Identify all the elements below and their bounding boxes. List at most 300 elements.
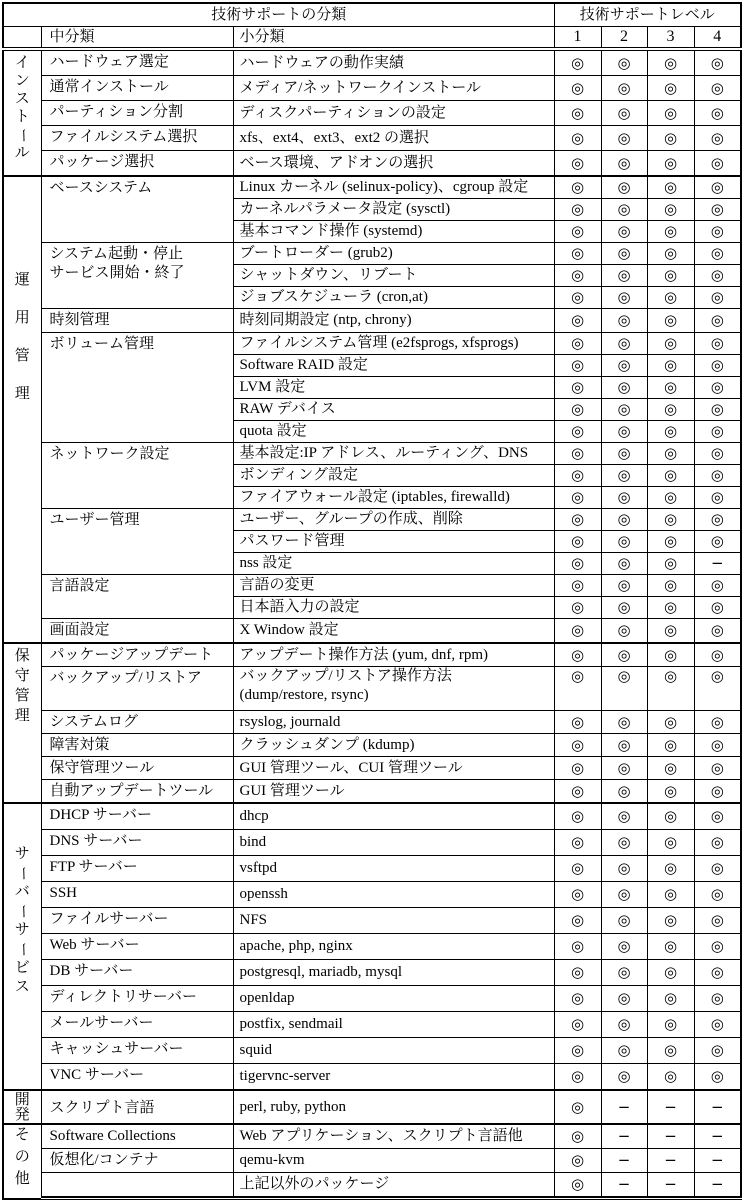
table-row xyxy=(3,711,741,734)
level-1-value-cell: ◎ xyxy=(554,509,601,531)
table-row xyxy=(3,734,741,757)
level-2-value-cell: ◎ xyxy=(601,487,647,509)
sub-category-cell: 基本コマンド操作 (systemd) xyxy=(233,221,554,243)
sub-category-cell: postfix, sendmail xyxy=(233,1012,554,1038)
table-row xyxy=(3,49,741,76)
level-4-column-header: 4 xyxy=(694,27,741,50)
sub-category-cell: アップデート操作方法 (yum, dnf, rpm) xyxy=(233,643,554,667)
level-3-value-cell: ◎ xyxy=(647,830,694,856)
table-row xyxy=(3,882,741,908)
level-2-value-cell: ◎ xyxy=(601,619,647,644)
level-1-value-cell: ◎ xyxy=(554,597,601,619)
level-1-value-cell: ◎ xyxy=(554,176,601,199)
level-1-value-cell: ◎ xyxy=(554,399,601,421)
level-1-value-cell: ◎ xyxy=(554,76,601,101)
level-2-value-cell: − xyxy=(601,1090,647,1124)
level-2-value-cell: ◎ xyxy=(601,126,647,151)
sub-category-cell: bind xyxy=(233,830,554,856)
mid-category-cell: システムログ xyxy=(41,711,233,734)
level-2-value-cell: ◎ xyxy=(601,830,647,856)
mid-category-cell: 言語設定 xyxy=(41,575,233,619)
sub-category-cell: ジョブスケジューラ (cron,at) xyxy=(233,287,554,309)
level-3-value-cell: ◎ xyxy=(647,531,694,553)
level-4-value-cell: ◎ xyxy=(694,265,741,287)
level-4-value-cell: ◎ xyxy=(694,856,741,882)
mid-category-column-header: 中分類 xyxy=(41,27,233,50)
level-3-value-cell: ◎ xyxy=(647,780,694,804)
vertical-char: 運 xyxy=(14,272,30,288)
mid-category-cell: FTP サーバー xyxy=(41,856,233,882)
level-3-value-cell: ◎ xyxy=(647,509,694,531)
sub-category-cell: クラッシュダンプ (kdump) xyxy=(233,734,554,757)
level-4-value-cell: ◎ xyxy=(694,176,741,199)
mid-category-cell: 画面設定 xyxy=(41,619,233,644)
sub-category-cell: ファイアウォール設定 (iptables, firewalld) xyxy=(233,487,554,509)
mid-category-cell: システム起動・停止 サービス開始・終了 xyxy=(41,243,233,309)
level-3-value-cell: ◎ xyxy=(647,1038,694,1064)
sub-category-cell: 時刻同期設定 (ntp, chrony) xyxy=(233,309,554,333)
table-row xyxy=(3,1090,741,1124)
sub-category-cell: xfs、ext4、ext3、ext2 の選択 xyxy=(233,126,554,151)
level-3-value-cell: ◎ xyxy=(647,377,694,399)
level-4-value-cell: ◎ xyxy=(694,509,741,531)
sub-category-cell: GUI 管理ツール、CUI 管理ツール xyxy=(233,757,554,780)
level-3-value-cell: ◎ xyxy=(647,355,694,377)
level-4-value-cell: ◎ xyxy=(694,934,741,960)
vertical-section-label xyxy=(4,804,41,995)
level-3-value-cell: ◎ xyxy=(647,1012,694,1038)
section-label-other xyxy=(3,1124,41,1199)
level-3-column-header: 3 xyxy=(647,27,694,50)
level-1-value-cell: ◎ xyxy=(554,443,601,465)
vertical-char: の xyxy=(14,1149,30,1165)
level-1-value-cell: ◎ xyxy=(554,619,601,644)
vertical-char: ー xyxy=(14,903,31,920)
mid-category-cell: キャッシュサーバー xyxy=(41,1038,233,1064)
level-4-value-cell: ◎ xyxy=(694,421,741,443)
level-3-value-cell: ◎ xyxy=(647,803,694,830)
level-3-value-cell: ◎ xyxy=(647,399,694,421)
level-3-value-cell: ◎ xyxy=(647,667,694,711)
table-row xyxy=(3,908,741,934)
sub-category-cell: apache, php, nginx xyxy=(233,934,554,960)
mid-category-cell: 通常インストール xyxy=(41,76,233,101)
level-1-value-cell: ◎ xyxy=(554,1038,601,1064)
vertical-char: 管 xyxy=(14,348,30,364)
level-1-value-cell: ◎ xyxy=(554,199,601,221)
level-4-value-cell: − xyxy=(694,553,741,575)
level-4-value-cell: ◎ xyxy=(694,355,741,377)
sub-category-cell: ディスクパーティションの設定 xyxy=(233,101,554,126)
level-1-value-cell: ◎ xyxy=(554,757,601,780)
vertical-char: バ xyxy=(14,884,30,900)
level-1-value-cell: ◎ xyxy=(554,856,601,882)
vertical-section-label xyxy=(4,177,41,402)
level-4-value-cell: ◎ xyxy=(694,465,741,487)
level-1-value-cell: ◎ xyxy=(554,531,601,553)
table-row xyxy=(3,960,741,986)
level-3-value-cell: ◎ xyxy=(647,643,694,667)
vertical-char: そ xyxy=(14,1127,30,1143)
table-row xyxy=(3,575,741,597)
sub-category-cell: Linux カーネル (selinux-policy)、cgroup 設定 xyxy=(233,176,554,199)
level-2-value-cell: − xyxy=(601,1124,647,1149)
mid-category-cell: ファイルサーバー xyxy=(41,908,233,934)
mid-category-cell: DB サーバー xyxy=(41,960,233,986)
level-4-value-cell: ◎ xyxy=(694,830,741,856)
vertical-section-label xyxy=(4,1092,41,1123)
level-3-value-cell: ◎ xyxy=(647,553,694,575)
mid-category-cell: パッケージ選択 xyxy=(41,151,233,177)
sub-category-cell: dhcp xyxy=(233,803,554,830)
sub-category-cell: カーネルパラメータ設定 (sysctl) xyxy=(233,199,554,221)
level-2-value-cell: ◎ xyxy=(601,421,647,443)
sub-category-cell: postgresql, mariadb, mysql xyxy=(233,960,554,986)
sub-category-cell: 上記以外のパッケージ xyxy=(233,1173,554,1199)
level-2-column-header: 2 xyxy=(601,27,647,50)
mid-category-cell: バックアップ/リストア xyxy=(41,667,233,711)
mid-category-cell: Software Collections xyxy=(41,1124,233,1149)
level-2-value-cell: ◎ xyxy=(601,711,647,734)
level-3-value-cell: − xyxy=(647,1173,694,1199)
sub-category-cell: ファイルシステム管理 (e2fsprogs, xfsprogs) xyxy=(233,333,554,355)
table-row xyxy=(3,619,741,644)
level-1-value-cell: ◎ xyxy=(554,1124,601,1149)
level-1-value-cell: ◎ xyxy=(554,1012,601,1038)
level-2-value-cell: ◎ xyxy=(601,780,647,804)
level-4-value-cell: ◎ xyxy=(694,960,741,986)
mid-category-cell: DNS サーバー xyxy=(41,830,233,856)
mid-category-cell: ネットワーク設定 xyxy=(41,443,233,509)
table-row xyxy=(3,643,741,667)
vertical-char: ビ xyxy=(14,960,30,976)
level-3-value-cell: ◎ xyxy=(647,711,694,734)
sub-category-cell: パスワード管理 xyxy=(233,531,554,553)
level-1-value-cell: ◎ xyxy=(554,780,601,804)
level-3-value-cell: ◎ xyxy=(647,151,694,177)
vertical-char: サ xyxy=(14,922,30,938)
sub-category-cell: LVM 設定 xyxy=(233,377,554,399)
sub-category-cell: メディア/ネットワークインストール xyxy=(233,76,554,101)
level-3-value-cell: ◎ xyxy=(647,49,694,76)
vertical-char: ー xyxy=(14,941,31,958)
mid-category-cell: ファイルシステム選択 xyxy=(41,126,233,151)
level-2-value-cell: ◎ xyxy=(601,221,647,243)
level-4-value-cell: ◎ xyxy=(694,667,741,711)
sub-category-cell: GUI 管理ツール xyxy=(233,780,554,804)
level-2-value-cell: ◎ xyxy=(601,908,647,934)
vertical-char: ル xyxy=(14,145,30,161)
vertical-section-label xyxy=(4,644,41,724)
level-4-value-cell: ◎ xyxy=(694,803,741,830)
sub-category-cell: ユーザー、グループの作成、削除 xyxy=(233,509,554,531)
vertical-section-label xyxy=(4,51,41,161)
table-row xyxy=(3,803,741,830)
sub-category-cell: quota 設定 xyxy=(233,421,554,443)
level-4-value-cell: ◎ xyxy=(694,487,741,509)
level-2-value-cell: ◎ xyxy=(601,553,647,575)
table-row xyxy=(3,830,741,856)
level-3-value-cell: ◎ xyxy=(647,487,694,509)
sub-category-column-header: 小分類 xyxy=(233,27,554,50)
level-1-value-cell: ◎ xyxy=(554,882,601,908)
mid-category-cell: ボリューム管理 xyxy=(41,333,233,443)
vertical-char: 管 xyxy=(14,688,30,704)
level-2-value-cell: ◎ xyxy=(601,882,647,908)
level-4-value-cell: − xyxy=(694,1124,741,1149)
level-1-value-cell: ◎ xyxy=(554,101,601,126)
section-label-maint xyxy=(3,643,41,803)
level-1-value-cell: ◎ xyxy=(554,575,601,597)
level-4-value-cell: ◎ xyxy=(694,780,741,804)
level-1-value-cell: ◎ xyxy=(554,934,601,960)
level-2-value-cell: ◎ xyxy=(601,151,647,177)
level-2-value-cell: ◎ xyxy=(601,960,647,986)
level-3-value-cell: ◎ xyxy=(647,265,694,287)
section-label-dev xyxy=(3,1090,41,1124)
level-4-value-cell: ◎ xyxy=(694,101,741,126)
level-2-value-cell: ◎ xyxy=(601,287,647,309)
level-4-value-cell: ◎ xyxy=(694,399,741,421)
level-2-value-cell: ◎ xyxy=(601,1012,647,1038)
section-label-install xyxy=(3,49,41,176)
level-1-value-cell: ◎ xyxy=(554,1090,601,1124)
level-1-value-cell: ◎ xyxy=(554,667,601,711)
level-4-value-cell: ◎ xyxy=(694,309,741,333)
support-level-header: 技術サポートレベル xyxy=(554,3,741,27)
level-1-value-cell: ◎ xyxy=(554,643,601,667)
mid-category-cell: DHCP サーバー xyxy=(41,803,233,830)
level-1-value-cell: ◎ xyxy=(554,126,601,151)
level-2-value-cell: ◎ xyxy=(601,265,647,287)
sub-category-cell: X Window 設定 xyxy=(233,619,554,644)
level-3-value-cell: ◎ xyxy=(647,465,694,487)
vertical-char: 他 xyxy=(14,1171,30,1187)
mid-category-cell: スクリプト言語 xyxy=(41,1090,233,1124)
table-row xyxy=(3,1064,741,1091)
level-2-value-cell: ◎ xyxy=(601,531,647,553)
section-label-ops xyxy=(3,176,41,643)
level-2-value-cell: ◎ xyxy=(601,1064,647,1091)
level-3-value-cell: − xyxy=(647,1124,694,1149)
sub-category-cell: vsftpd xyxy=(233,856,554,882)
level-1-value-cell: ◎ xyxy=(554,960,601,986)
level-2-value-cell: ◎ xyxy=(601,399,647,421)
mid-category-cell: パーティション分割 xyxy=(41,101,233,126)
table-row xyxy=(3,934,741,960)
vertical-char: 理 xyxy=(14,386,30,402)
table-row xyxy=(3,509,741,531)
sub-category-cell: ベース環境、アドオンの選択 xyxy=(233,151,554,177)
level-1-value-cell: ◎ xyxy=(554,908,601,934)
table-row xyxy=(3,667,741,711)
level-4-value-cell: ◎ xyxy=(694,882,741,908)
level-1-value-cell: ◎ xyxy=(554,734,601,757)
level-4-value-cell: ◎ xyxy=(694,643,741,667)
level-2-value-cell: ◎ xyxy=(601,309,647,333)
level-3-value-cell: − xyxy=(647,1149,694,1173)
sub-category-cell: NFS xyxy=(233,908,554,934)
level-4-value-cell: ◎ xyxy=(694,221,741,243)
level-2-value-cell: ◎ xyxy=(601,199,647,221)
level-2-value-cell: ◎ xyxy=(601,377,647,399)
table-row xyxy=(3,443,741,465)
level-3-value-cell: ◎ xyxy=(647,734,694,757)
mid-category-cell: ベースシステム xyxy=(41,176,233,243)
level-3-value-cell: ◎ xyxy=(647,960,694,986)
vertical-char: 理 xyxy=(14,708,30,724)
sub-category-cell: シャットダウン、リブート xyxy=(233,265,554,287)
vertical-char: ン xyxy=(14,73,30,89)
vertical-char: ー xyxy=(14,127,31,144)
level-2-value-cell: ◎ xyxy=(601,176,647,199)
level-2-value-cell: − xyxy=(601,1149,647,1173)
level-2-value-cell: ◎ xyxy=(601,333,647,355)
vertical-char: 守 xyxy=(14,668,30,684)
level-3-value-cell: ◎ xyxy=(647,443,694,465)
vertical-char: 発 xyxy=(14,1106,30,1123)
level-4-value-cell: ◎ xyxy=(694,619,741,644)
level-3-value-cell: ◎ xyxy=(647,126,694,151)
mid-category-cell: メールサーバー xyxy=(41,1012,233,1038)
level-2-value-cell: ◎ xyxy=(601,986,647,1012)
mid-category-cell: VNC サーバー xyxy=(41,1064,233,1091)
level-3-value-cell: ◎ xyxy=(647,76,694,101)
level-1-value-cell: ◎ xyxy=(554,221,601,243)
level-2-value-cell: ◎ xyxy=(601,667,647,711)
level-3-value-cell: ◎ xyxy=(647,287,694,309)
table-row xyxy=(3,126,741,151)
level-1-value-cell: ◎ xyxy=(554,830,601,856)
level-3-value-cell: ◎ xyxy=(647,619,694,644)
level-2-value-cell: ◎ xyxy=(601,509,647,531)
level-1-value-cell: ◎ xyxy=(554,243,601,265)
vertical-char: 用 xyxy=(14,310,30,326)
table-row xyxy=(3,151,741,177)
support-classification-table xyxy=(2,2,742,1200)
vertical-char: サ xyxy=(14,846,30,862)
level-2-value-cell: ◎ xyxy=(601,757,647,780)
level-1-value-cell: ◎ xyxy=(554,465,601,487)
vertical-char: ス xyxy=(14,979,30,995)
level-2-value-cell: ◎ xyxy=(601,355,647,377)
level-2-value-cell: ◎ xyxy=(601,803,647,830)
sub-category-cell: nss 設定 xyxy=(233,553,554,575)
level-2-value-cell: ◎ xyxy=(601,49,647,76)
level-2-value-cell: ◎ xyxy=(601,934,647,960)
header-columns-row xyxy=(3,27,741,50)
table-body xyxy=(3,49,741,1199)
level-2-value-cell: ◎ xyxy=(601,734,647,757)
level-4-value-cell: − xyxy=(694,1149,741,1173)
level-4-value-cell: ◎ xyxy=(694,287,741,309)
table-row xyxy=(3,986,741,1012)
vertical-char: 開 xyxy=(14,1091,30,1108)
table-row xyxy=(3,1012,741,1038)
level-1-value-cell: ◎ xyxy=(554,309,601,333)
level-2-value-cell: ◎ xyxy=(601,575,647,597)
level-3-value-cell: ◎ xyxy=(647,757,694,780)
sub-category-cell: ハードウェアの動作実績 xyxy=(233,49,554,76)
sub-category-cell: 日本語入力の設定 xyxy=(233,597,554,619)
level-1-value-cell: ◎ xyxy=(554,986,601,1012)
level-3-value-cell: ◎ xyxy=(647,101,694,126)
level-1-value-cell: ◎ xyxy=(554,1173,601,1199)
header-group-row xyxy=(3,3,741,27)
level-2-value-cell: − xyxy=(601,1173,647,1199)
level-4-value-cell: ◎ xyxy=(694,597,741,619)
vertical-char: ー xyxy=(14,865,31,882)
level-1-column-header: 1 xyxy=(554,27,601,50)
level-1-value-cell: ◎ xyxy=(554,1064,601,1091)
sub-category-cell: openssh xyxy=(233,882,554,908)
level-2-value-cell: ◎ xyxy=(601,1038,647,1064)
vertical-char: ス xyxy=(14,91,30,107)
sub-category-cell: RAW デバイス xyxy=(233,399,554,421)
level-1-value-cell: ◎ xyxy=(554,803,601,830)
sub-category-cell: qemu-kvm xyxy=(233,1149,554,1173)
sub-category-cell: ボンディング設定 xyxy=(233,465,554,487)
mid-category-cell: ユーザー管理 xyxy=(41,509,233,575)
level-1-value-cell: ◎ xyxy=(554,553,601,575)
classification-header: 技術サポートの分類 xyxy=(3,3,554,27)
mid-category-cell: パッケージアップデート xyxy=(41,643,233,667)
level-4-value-cell: ◎ xyxy=(694,986,741,1012)
vertical-char: ト xyxy=(14,109,30,125)
level-2-value-cell: ◎ xyxy=(601,243,647,265)
level-3-value-cell: ◎ xyxy=(647,986,694,1012)
level-1-value-cell: ◎ xyxy=(554,1149,601,1173)
level-1-value-cell: ◎ xyxy=(554,711,601,734)
level-3-value-cell: ◎ xyxy=(647,882,694,908)
level-1-value-cell: ◎ xyxy=(554,421,601,443)
level-3-value-cell: ◎ xyxy=(647,243,694,265)
level-4-value-cell: ◎ xyxy=(694,1012,741,1038)
table-row xyxy=(3,1124,741,1149)
table-row xyxy=(3,243,741,265)
level-4-value-cell: ◎ xyxy=(694,575,741,597)
level-1-value-cell: ◎ xyxy=(554,287,601,309)
mid-category-cell: ディレクトリサーバー xyxy=(41,986,233,1012)
level-1-value-cell: ◎ xyxy=(554,487,601,509)
level-4-value-cell: ◎ xyxy=(694,199,741,221)
level-2-value-cell: ◎ xyxy=(601,76,647,101)
level-3-value-cell: ◎ xyxy=(647,856,694,882)
level-3-value-cell: − xyxy=(647,1090,694,1124)
level-3-value-cell: ◎ xyxy=(647,309,694,333)
sub-category-cell: バックアップ/リストア操作方法 (dump/restore, rsync) xyxy=(233,667,554,711)
section-label-server xyxy=(3,803,41,1090)
level-2-value-cell: ◎ xyxy=(601,465,647,487)
sub-category-cell: squid xyxy=(233,1038,554,1064)
level-2-value-cell: ◎ xyxy=(601,443,647,465)
level-4-value-cell: ◎ xyxy=(694,1038,741,1064)
level-3-value-cell: ◎ xyxy=(647,575,694,597)
vertical-char: イ xyxy=(14,55,30,71)
sub-category-cell: 言語の変更 xyxy=(233,575,554,597)
level-4-value-cell: ◎ xyxy=(694,531,741,553)
level-2-value-cell: ◎ xyxy=(601,643,647,667)
level-4-value-cell: ◎ xyxy=(694,908,741,934)
level-3-value-cell: ◎ xyxy=(647,221,694,243)
level-2-value-cell: ◎ xyxy=(601,101,647,126)
table-row xyxy=(3,333,741,355)
mid-category-cell: 保守管理ツール xyxy=(41,757,233,780)
level-3-value-cell: ◎ xyxy=(647,908,694,934)
level-3-value-cell: ◎ xyxy=(647,1064,694,1091)
mid-category-cell: 仮想化/コンテナ xyxy=(41,1149,233,1173)
level-4-value-cell: ◎ xyxy=(694,76,741,101)
